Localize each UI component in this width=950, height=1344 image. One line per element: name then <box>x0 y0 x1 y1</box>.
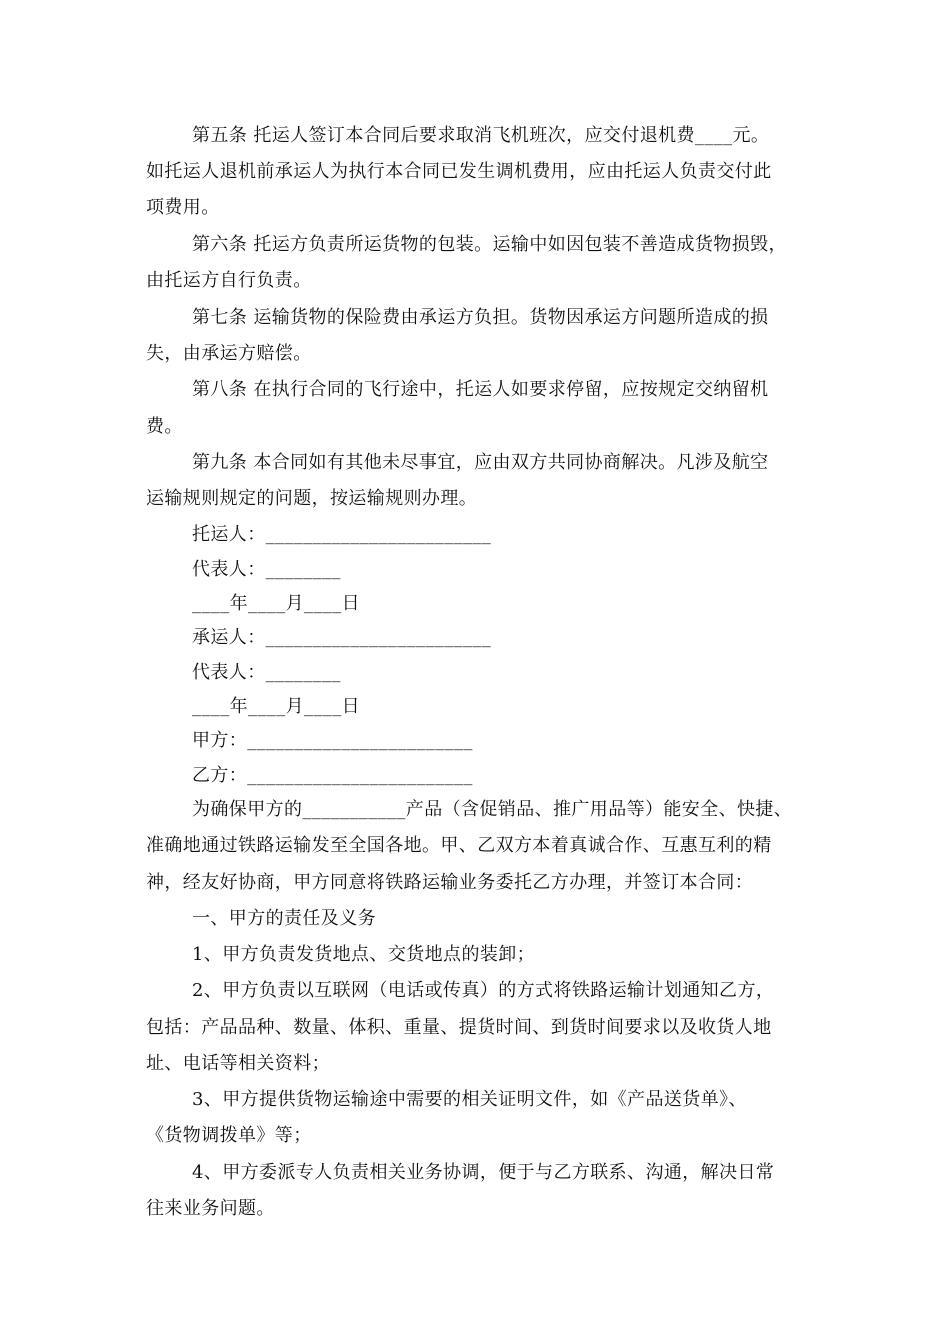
signature-line-representative: 代表人：________ <box>192 662 341 683</box>
paragraph-line: 项费用。 <box>146 197 220 218</box>
paragraph-line: 准确地通过铁路运输发至全国各地。甲、乙双方本着真诚合作、互惠互利的精 <box>146 835 772 856</box>
paragraph-line: 第八条 在执行合同的飞行途中，托运人如要求停留，应按规定交纳留机 <box>192 379 769 400</box>
paragraph-line: 为确保甲方的___________产品（含促销品、推广用品等）能安全、快捷、 <box>192 799 793 820</box>
paragraph-line: 失，由承运方赔偿。 <box>146 343 312 364</box>
paragraph-line: 第六条 托运方负责所运货物的包装。运输中如因包装不善造成货物损毁， <box>192 234 787 255</box>
paragraph-line: 包括：产品品种、数量、体积、重量、提货时间、到货时间要求以及收货人地 <box>146 1017 772 1038</box>
signature-line-carrier: 承运人：________________________ <box>192 627 492 648</box>
paragraph-line: 第五条 托运人签订本合同后要求取消飞机班次，应交付退机费____元。 <box>192 125 770 146</box>
signature-line-party-b: 乙方：________________________ <box>192 765 473 786</box>
signature-line-date: ____年____月____日 <box>192 696 360 717</box>
signature-line-representative: 代表人：________ <box>192 559 341 580</box>
paragraph-line: 费。 <box>146 416 183 437</box>
section-heading: 一、甲方的责任及义务 <box>192 908 376 929</box>
paragraph-line: 4、甲方委派专人负责相关业务协调，便于与乙方联系、沟通，解决日常 <box>192 1162 775 1183</box>
paragraph-line: 运输规则规定的问题，按运输规则办理。 <box>146 488 478 509</box>
paragraph-line: 2、甲方负责以互联网（电话或传真）的方式将铁路运输计划通知乙方， <box>192 980 775 1001</box>
paragraph-line: 由托运方自行负责。 <box>146 270 312 291</box>
paragraph-line: 神，经友好协商，甲方同意将铁路运输业务委托乙方办理，并签订本合同： <box>146 872 754 893</box>
paragraph-line: 址、电话等相关资料； <box>146 1053 330 1074</box>
signature-line-date: ____年____月____日 <box>192 593 360 614</box>
paragraph-line: 第七条 运输货物的保险费由承运方负担。货物因承运方问题所造成的损 <box>192 307 769 328</box>
paragraph-line: 第九条 本合同如有其他未尽事宜，应由双方共同协商解决。凡涉及航空 <box>192 452 769 473</box>
paragraph-line: 往来业务问题。 <box>146 1198 275 1219</box>
signature-line-party-a: 甲方：________________________ <box>192 730 473 751</box>
paragraph-line: 《货物调拨单》等； <box>146 1125 312 1146</box>
paragraph-line: 3、甲方提供货物运输途中需要的相关证明文件，如《产品送货单》、 <box>192 1089 747 1110</box>
signature-line-shipper: 托运人：________________________ <box>192 524 492 545</box>
paragraph-line: 1、甲方负责发货地点、交货地点的装卸； <box>192 944 536 965</box>
paragraph-line: 如托运人退机前承运人为执行本合同已发生调机费用，应由托运人负责交付此 <box>146 161 772 182</box>
